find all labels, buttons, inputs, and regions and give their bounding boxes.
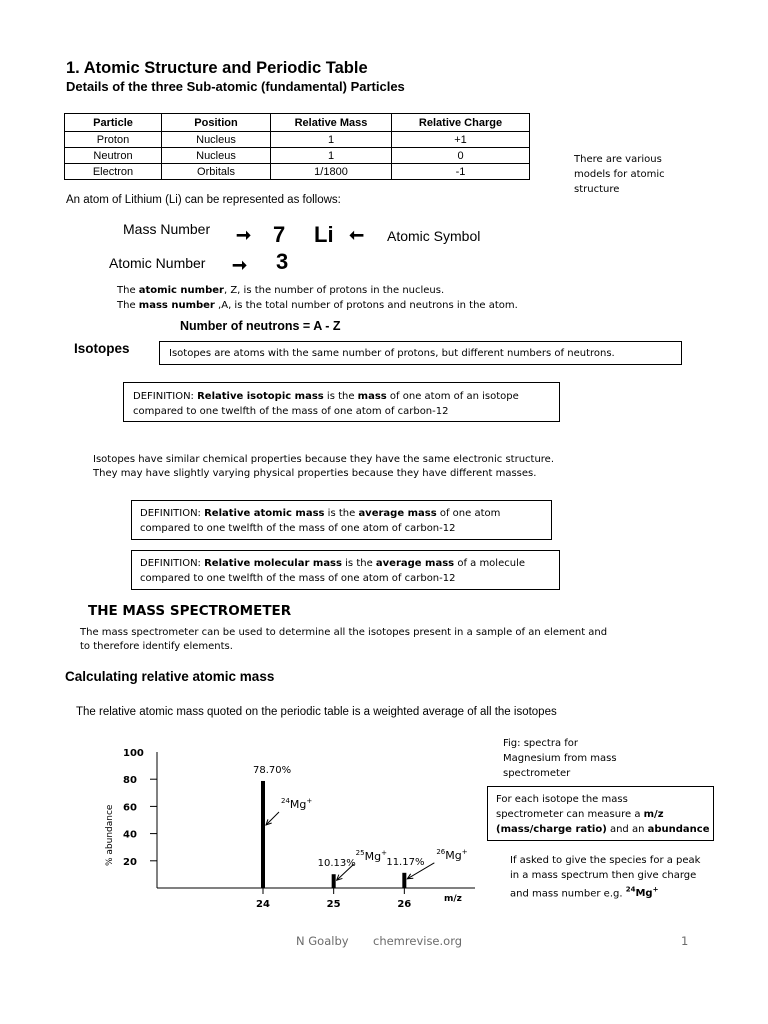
table-header-cell: Position — [162, 114, 271, 132]
table-row — [65, 164, 530, 180]
spectrum-bar — [402, 873, 406, 888]
footer-author: N Goalby — [296, 934, 349, 948]
isotopes-label: Isotopes — [74, 341, 130, 356]
x-tick-label: 26 — [397, 899, 412, 910]
x-tick-label: 24 — [256, 899, 270, 910]
right-arrow-icon: ➞ — [232, 255, 248, 275]
table-header-cell: Particle — [65, 114, 162, 132]
mass-spectrometer-heading: THE MASS SPECTROMETER — [88, 603, 292, 619]
x-axis-label: m/z — [444, 894, 462, 904]
footer-site: chemrevise.org — [373, 934, 463, 948]
relative-atomic-mass-heading: Calculating relative atomic mass — [65, 669, 275, 684]
bar-data-label: 10.13% — [317, 858, 356, 870]
atomic-symbol: Li — [314, 222, 334, 247]
atomic-number-label: Atomic Number — [109, 255, 206, 271]
particle-table — [64, 113, 530, 180]
mass-number-label: Mass Number — [123, 221, 211, 237]
left-arrow-icon: ➞ — [349, 225, 365, 245]
y-tick-label: 20 — [123, 856, 137, 868]
y-tick-label: 100 — [123, 748, 144, 759]
bar-data-label: 11.17% — [386, 856, 425, 868]
isotope-definition-box: Isotopes are atoms with the same number of protons, but different numbers of neutrons. — [159, 341, 682, 365]
y-tick-label: 40 — [123, 829, 137, 841]
mass-number-definition: The mass number ,A, is the total number of protons and neutrons in the atom. — [117, 300, 518, 311]
relative-molecular-mass-box: DEFINITION: Relative molecular mass is the average mass of a molecule compared to one twelfth of the mass of one atom of carbon-12 — [131, 550, 560, 590]
ion-annotation: $^{26}$Mg+ — [436, 847, 468, 862]
table-header-cell: Relative Charge — [392, 114, 530, 132]
right-arrow-icon: ➞ — [236, 225, 252, 245]
table-cell: Electron — [65, 164, 162, 180]
table-cell: +1 — [392, 132, 530, 148]
bar-data-label: 78.70% — [253, 764, 292, 776]
y-tick-label: 80 — [123, 775, 137, 787]
table-header-cell: Relative Mass — [271, 114, 392, 132]
table-cell: Nucleus — [162, 132, 271, 148]
annotation-arrow — [266, 812, 279, 825]
relative-isotopic-mass-box: DEFINITION: Relative isotopic mass is the mass of one atom of an isotope compared to one twelfth of the mass of one atom of carbon-12 — [123, 382, 560, 422]
relative-atomic-mass-text: The relative atomic mass quoted on the periodic table is a weighted average of all the isotopes — [76, 706, 557, 718]
page-number: 1 — [681, 934, 689, 948]
mass-number-value: 7 — [273, 222, 286, 247]
mz-info-box: For each isotope the mass spectrometer can measure a m/z (mass/charge ratio) and an abundance — [487, 786, 714, 841]
mass-spectrometer-text-1: The mass spectrometer can be used to determine all the isotopes present in a sample of an element and — [80, 627, 608, 638]
page-subtitle: Details of the three Sub-atomic (fundamental) Particles — [66, 79, 405, 94]
y-tick-label: 60 — [123, 802, 137, 814]
species-note: If asked to give the species for a peak in a mass spectrum then give charge and mass number e.g. $^{24}$Mg+ — [510, 855, 701, 900]
table-header-row — [65, 114, 530, 132]
neutron-formula: Number of neutrons = A - Z — [180, 319, 341, 333]
relative-atomic-mass-box: DEFINITION: Relative atomic mass is the average mass of one atom compared to one twelfth of the mass of one atom of carbon-12 — [131, 500, 552, 540]
y-axis-label: % abundance — [105, 804, 115, 866]
atomic-number-value: 3 — [276, 249, 289, 274]
table-cell: Nucleus — [162, 148, 271, 164]
page-title: 1. Atomic Structure and Periodic Table — [66, 59, 368, 77]
table-row — [65, 148, 530, 164]
mass-spectrum-chart — [90, 738, 480, 918]
atomic-number-definition: The atomic number, Z, is the number of protons in the nucleus. — [117, 285, 445, 296]
atomic-symbol-label: Atomic Symbol — [387, 228, 481, 244]
table-cell: Orbitals — [162, 164, 271, 180]
table-row — [65, 132, 530, 148]
table-cell: Proton — [65, 132, 162, 148]
figure-caption: Fig: spectra for Magnesium from mass spectrometer — [503, 738, 617, 779]
spectrum-bar — [261, 781, 265, 888]
table-cell: 0 — [392, 148, 530, 164]
isotope-chemical-properties: Isotopes have similar chemical properties because they have the same electronic structure. — [93, 454, 555, 465]
side-note: There are various models for atomic structure — [574, 154, 665, 195]
table-cell: -1 — [392, 164, 530, 180]
isotope-physical-properties: They may have slightly varying physical properties because they have different masses. — [93, 468, 537, 479]
table-cell: Neutron — [65, 148, 162, 164]
mass-spectrometer-text-2: to therefore identify elements. — [80, 641, 233, 652]
table-cell: 1 — [271, 132, 392, 148]
spectrum-bar — [332, 874, 336, 888]
ion-annotation: $^{25}$Mg+ — [355, 849, 387, 864]
table-cell: 1 — [271, 148, 392, 164]
lithium-intro: An atom of Lithium (Li) can be represented as follows: — [66, 194, 341, 206]
table-cell: 1/1800 — [271, 164, 392, 180]
ion-annotation: $^{24}$Mg+ — [281, 796, 313, 811]
x-tick-label: 25 — [326, 899, 341, 910]
